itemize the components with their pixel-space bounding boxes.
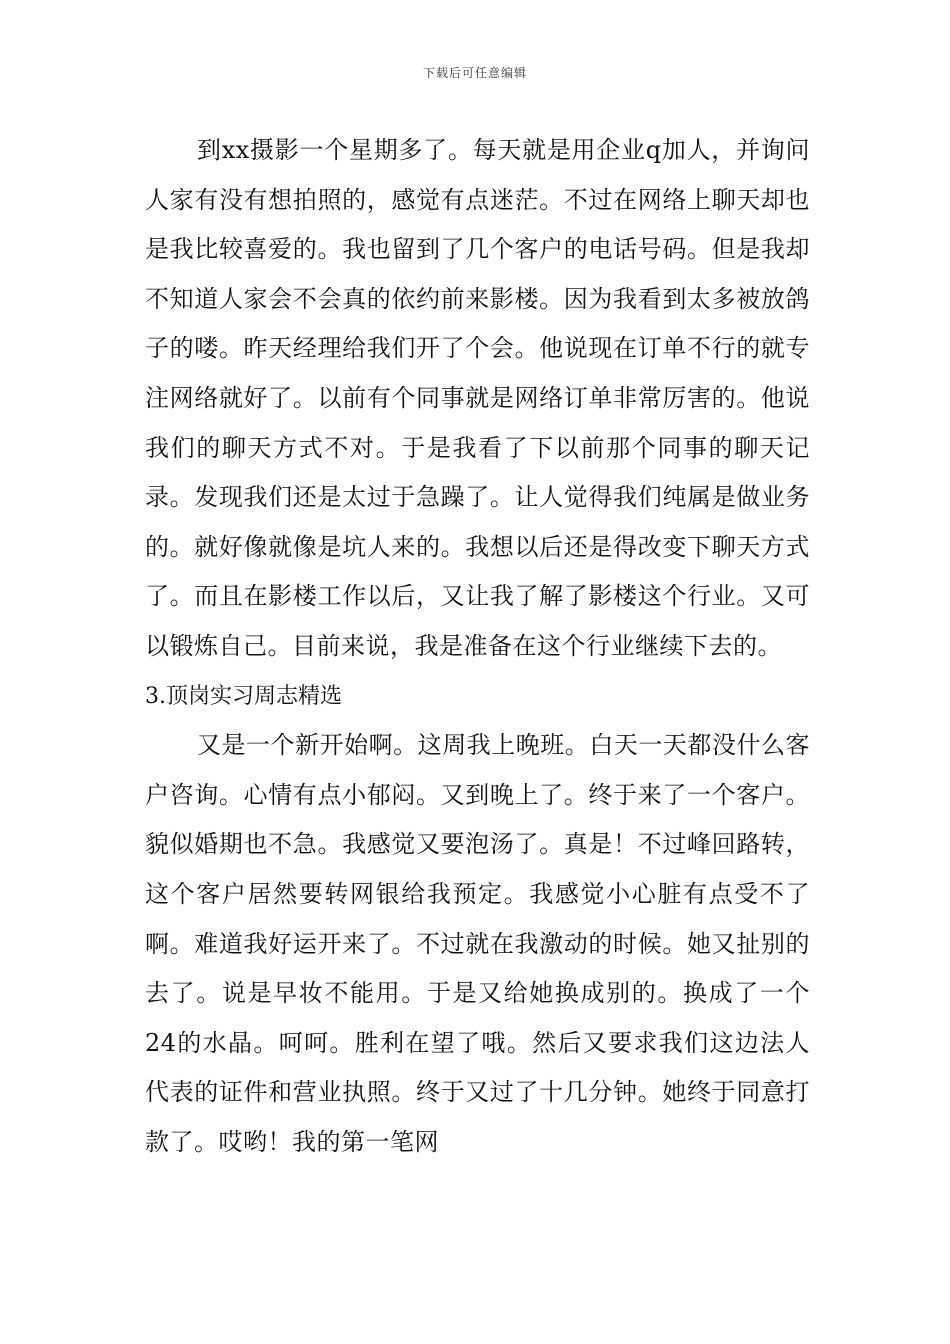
document-body <box>145 126 810 1167</box>
section-heading: 3.顶岗实习周志精选 <box>145 683 342 709</box>
paragraph-1: 到xx摄影一个星期多了。每天就是用企业q加人，并询问人家有没有想拍照的，感觉有点迷茫。不过在网络上聊天却也是我比较喜爱的。我也留到了几个客户的电话号码。但是我却不知道人家会不会真的依约前来影楼。因为我看到太多被放鸽子的喽。昨天经理给我们开了个会。他说现在订单不行的就专注网络就好了。以前有个同事就是网络订单非常厉害的。他说我们的聊天方式不对。于是我看了下以前那个同事的聊天记录。发现我们还是太过于急躁了。让人觉得我们纯属是做业务的。就好像就像是坑人来的。我想以后还是得改变下聊天方式了。而且在影楼工作以后，又让我了解了影楼这个行业。又可以锻炼自己。目前来说，我是准备在这个行业继续下去的。 <box>145 136 810 660</box>
page-header: 下载后可任意编辑 <box>422 66 527 80</box>
paragraph-2: 又是一个新开始啊。这周我上晚班。白天一天都没什么客户咨询。心情有点小郁闷。又到晚上了。终于来了一个客户。貌似婚期也不急。我感觉又要泡汤了。真是！不过峰回路转，这个客户居然要转网银给我预定。我感觉小心脏有点受不了啊。难道我好运开来了。不过就在我激动的时候。她又扯别的去了。说是早妆不能用。于是又给她换成别的。换成了一个24的水晶。呵呵。胜利在望了哦。然后又要求我们这边法人代表的证件和营业执照。终于又过了十几分钟。她终于同意打款了。哎哟！我的第一笔网 <box>145 731 810 1156</box>
